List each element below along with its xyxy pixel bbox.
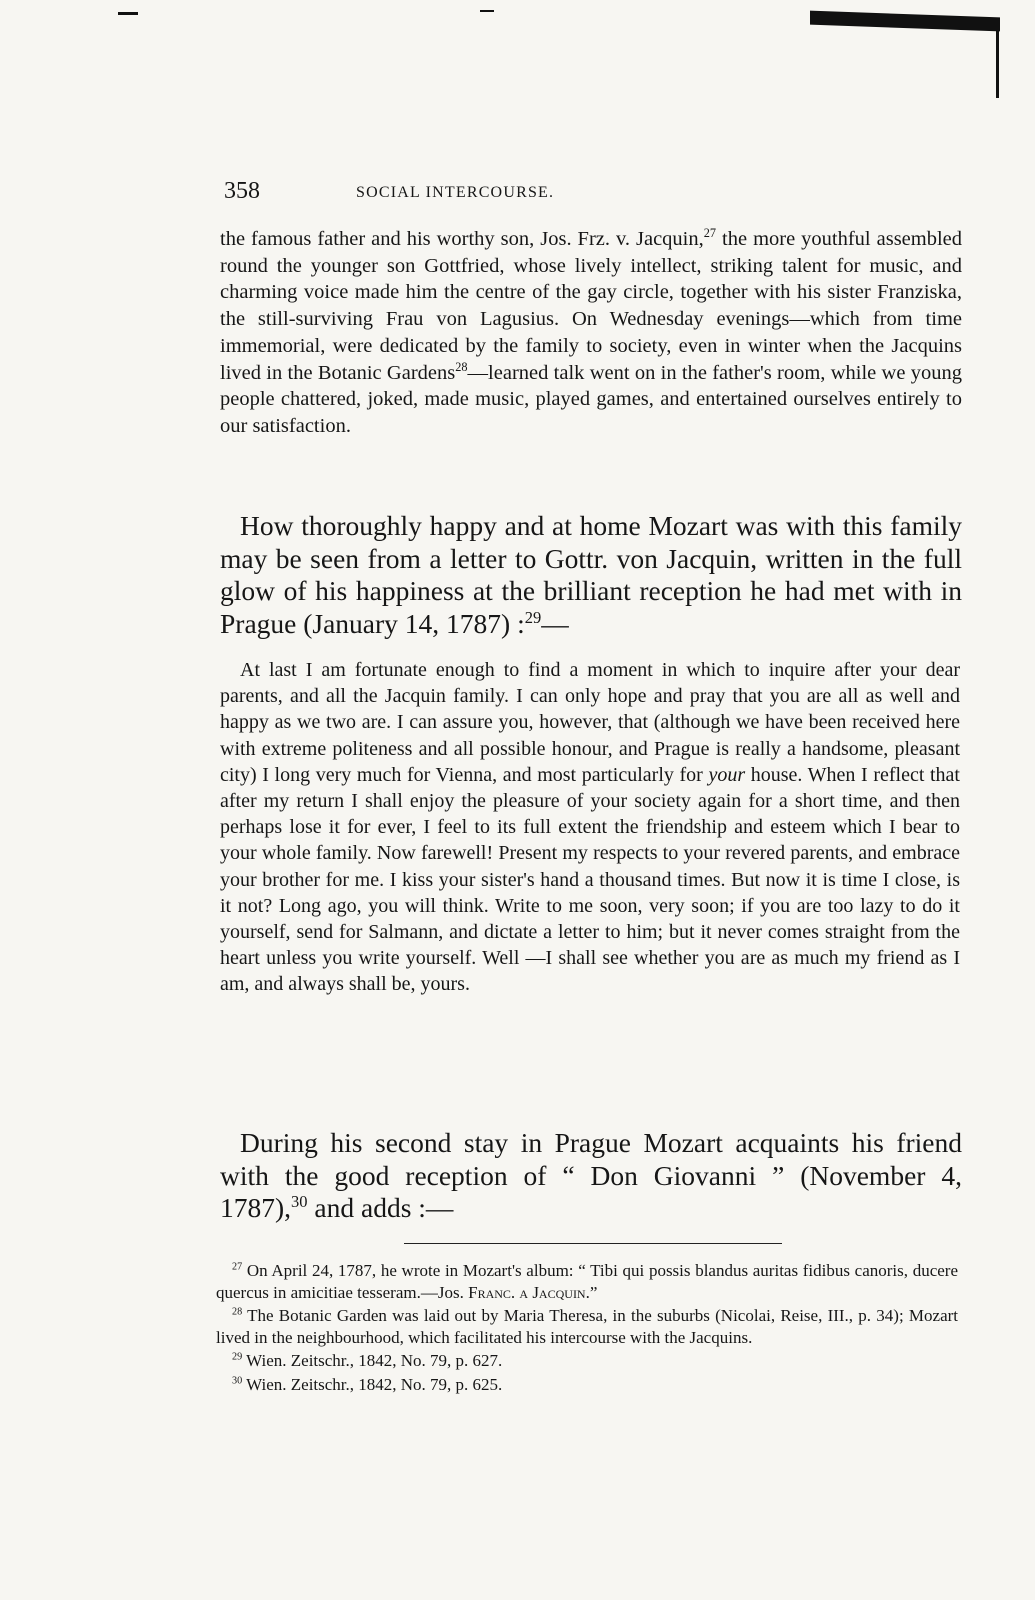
- paragraph-letter-intro: [220, 510, 962, 640]
- text-run: and adds :—: [307, 1192, 454, 1223]
- footnote-mark: 29: [232, 1351, 243, 1363]
- text-run: house. When I reflect that after my return I shall enjoy the pleasure of your society again for a short time, and then perhaps lose it for ever, I feel to its full extent the friendship and esteem which I bear to your whole family. Now farewell! Present my respects to your revered parents, and embrace your brother for me. I kiss your sister's hand a thousand times. But now it is time I close, is it not? Long ago, you will think. Write to me soon, very soon; if you are too lazy to do it yourself, send for Salmann, and dictate a letter to him; but it never comes straight from the heart unless you write yourself. Well —I shall see whether you are as much my friend as I am, and always shall be, yours.: [220, 763, 960, 996]
- footnote-28: [216, 1305, 958, 1348]
- footnote-text: ”: [589, 1282, 598, 1302]
- running-title: SOCIAL INTERCOURSE.: [356, 184, 555, 201]
- footnote-text: On April 24, 1787, he wrote in Mozart's album: “ Tibi qui possis blandus auritas fidibus canoris, ducere quercus in amicitiae tesseram.—Jos.: [216, 1261, 958, 1302]
- page-number: 358: [224, 178, 260, 204]
- emphasis: your: [708, 763, 746, 786]
- scan-artifact: [480, 10, 494, 12]
- paragraph-intro: [220, 226, 962, 440]
- footnote-divider: [404, 1243, 782, 1244]
- letter-quote: [220, 657, 960, 998]
- text-run: How thoroughly happy and at home Mozart was with this family may be seen from a letter to Gottr. von Jacquin, written in the full glow of his happiness at the brilliant reception he had met with in Prague (January 14, 1787) :: [220, 510, 962, 639]
- text-run: During his second stay in Prague Mozart acquaints his friend with the good reception of “ Don Giovanni ” (November 4, 1787),: [220, 1127, 962, 1223]
- footnote-ref: 29: [524, 607, 542, 627]
- footnote-text: The Botanic Garden was laid out by Maria Theresa, in the suburbs (Nicolai, Reise, III., p. 34); Mozart lived in the neighbourhood, which facilitated his intercourse with the Jacquins.: [216, 1306, 958, 1347]
- footnote-ref: 30: [291, 1191, 308, 1211]
- text-run: —: [541, 607, 569, 639]
- text-run: At last I am fortunate enough to find a moment in which to inquire after your dear parents, and all the Jacquin family. I can only hope and pray that you are all as well and happy as we two are. I can assure you, however, that (although we have been received here with extreme politeness and all possible honour, and Prague is really a handsome, pleasant city) I long very much for Vienna, and most particularly for: [220, 659, 960, 786]
- footnote-text: Wien. Zeitschr., 1842, No. 79, p. 625.: [242, 1374, 503, 1394]
- scan-artifact: [118, 12, 138, 15]
- text-run: the famous father and his worthy son, Jos. Frz. v. Jacquin,: [220, 228, 704, 250]
- footnote-mark: 27: [232, 1261, 243, 1273]
- footnote-27: [216, 1260, 958, 1303]
- footnote-text: Wien. Zeitschr., 1842, No. 79, p. 627.: [242, 1351, 503, 1370]
- footnote-ref: 28: [455, 359, 468, 374]
- scan-artifact: [810, 11, 1000, 32]
- footnote-author: Franc. a Jacquin.: [468, 1282, 590, 1302]
- text-run: —learned talk went on in the father's room, while we young people chattered, joked, made music, played games, and entertained ourselves entirely to our satisfaction.: [220, 361, 962, 437]
- footnote-mark: 30: [232, 1374, 243, 1386]
- scan-artifact: [996, 18, 999, 98]
- page-header: [224, 178, 964, 208]
- paragraph-don-giovanni: [220, 1127, 962, 1225]
- text-run: the more youthful assembled round the younger son Gottfried, whose lively intellect, striking talent for music, and charming voice made him the centre of the gay circle, together with his sister Franziska, the still-surviving Frau von Lagusius. On Wednesday evenings—which from time immemorial, were dedicated by the family to society, even in winter when the Jacquins lived in the Botanic Gardens: [220, 228, 963, 384]
- footnotes: [216, 1260, 958, 1397]
- footnote-mark: 28: [232, 1306, 243, 1318]
- footnote-30: [216, 1374, 958, 1396]
- footnote-ref: 27: [703, 226, 717, 241]
- footnote-29: [216, 1350, 958, 1372]
